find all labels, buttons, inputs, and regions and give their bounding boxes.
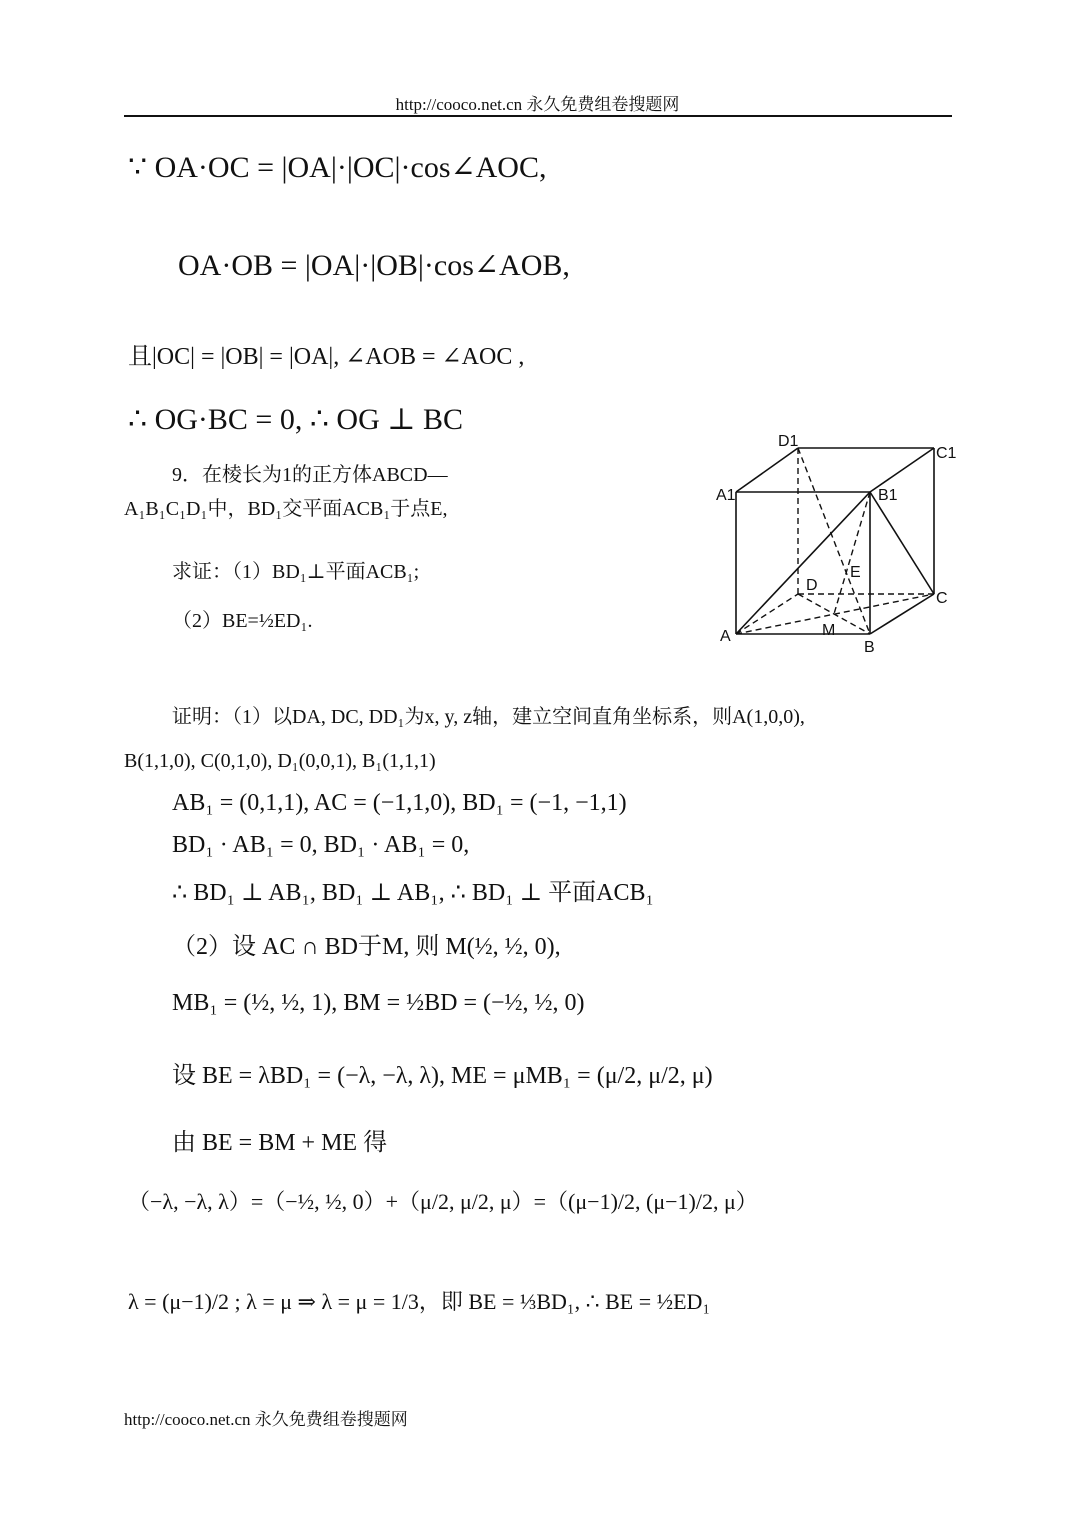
header-rule (124, 115, 952, 117)
problem-9-line-2: A₁B₁C₁D₁中，BD₁交平面ACB₁于点E, (124, 498, 448, 520)
solution-line-11: λ = (μ−1)/2 ; λ = μ ⇒ λ = μ = 1/3，即 BE = ⅓BD₁, ∴ BE = ½ED₁ (128, 1289, 711, 1314)
solution-line-7: MB₁ = (½, ½, 1), BM = ½BD = (−½, ½, 0) (172, 990, 585, 1016)
label-A1: A1 (716, 487, 736, 504)
label-C: C (936, 590, 948, 607)
label-M: M (822, 622, 836, 639)
math-line-1: ∵ OA·OC = |OA|·|OC|·cos∠AOC, (128, 151, 547, 184)
solution-line-2: B(1,1,0), C(0,1,0), D₁(0,0,1), B₁(1,1,1) (124, 750, 436, 772)
math-line-3: 且|OC| = |OB| = |OA|, ∠AOB = ∠AOC , (128, 344, 525, 370)
label-D1: D1 (778, 433, 799, 450)
label-D: D (806, 577, 818, 594)
label-B: B (864, 639, 875, 656)
problem-9-line-1: 9．在棱长为1的正方体ABCD— (172, 464, 448, 486)
math-line-2: OA·OB = |OA|·|OB|·cos∠AOB, (178, 249, 570, 282)
question-2: （2）BE=½ED₁. (172, 610, 313, 632)
math-line-4: ∴ OG·BC = 0, ∴ OG ⊥ BC (128, 403, 463, 436)
cube-figure (712, 428, 962, 658)
solution-line-4: BD₁ · AB₁ = 0, BD₁ · AB₁ = 0, (172, 832, 470, 858)
label-E: E (850, 564, 861, 581)
solution-line-3: AB₁ = (0,1,1), AC = (−1,1,0), BD₁ = (−1, −1,1) (172, 790, 627, 816)
page-header: http://cooco.net.cn 永久免费组卷搜题网 (395, 95, 680, 114)
label-B1: B1 (878, 487, 898, 504)
solution-line-5: ∴ BD₁ ⊥ AB₁, BD₁ ⊥ AB₁, ∴ BD₁ ⊥ 平面ACB₁ (172, 880, 654, 906)
page-footer: http://cooco.net.cn 永久免费组卷搜题网 (124, 1410, 408, 1429)
label-A: A (720, 628, 731, 645)
solution-line-10: （−λ, −λ, λ）=（−½, ½, 0）+（μ/2, μ/2, μ）=（(μ−1)/2, (μ−1)/2, μ） (128, 1189, 758, 1214)
solution-line-1: 证明：（1）以DA, DC, DD₁为x, y, z轴，建立空间直角坐标系，则A(1,0,0), (172, 706, 805, 728)
label-C1: C1 (936, 445, 957, 462)
solution-line-8: 设 BE = λBD₁ = (−λ, −λ, λ), ME = μMB₁ = (μ/2, μ/2, μ) (172, 1063, 713, 1089)
question-1: 求证：（1）BD₁⊥平面ACB₁; (172, 561, 420, 583)
solution-line-9: 由 BE = BM + ME 得 (172, 1130, 388, 1156)
solution-line-6: （2）设 AC ∩ BD于M, 则 M(½, ½, 0), (172, 934, 561, 960)
